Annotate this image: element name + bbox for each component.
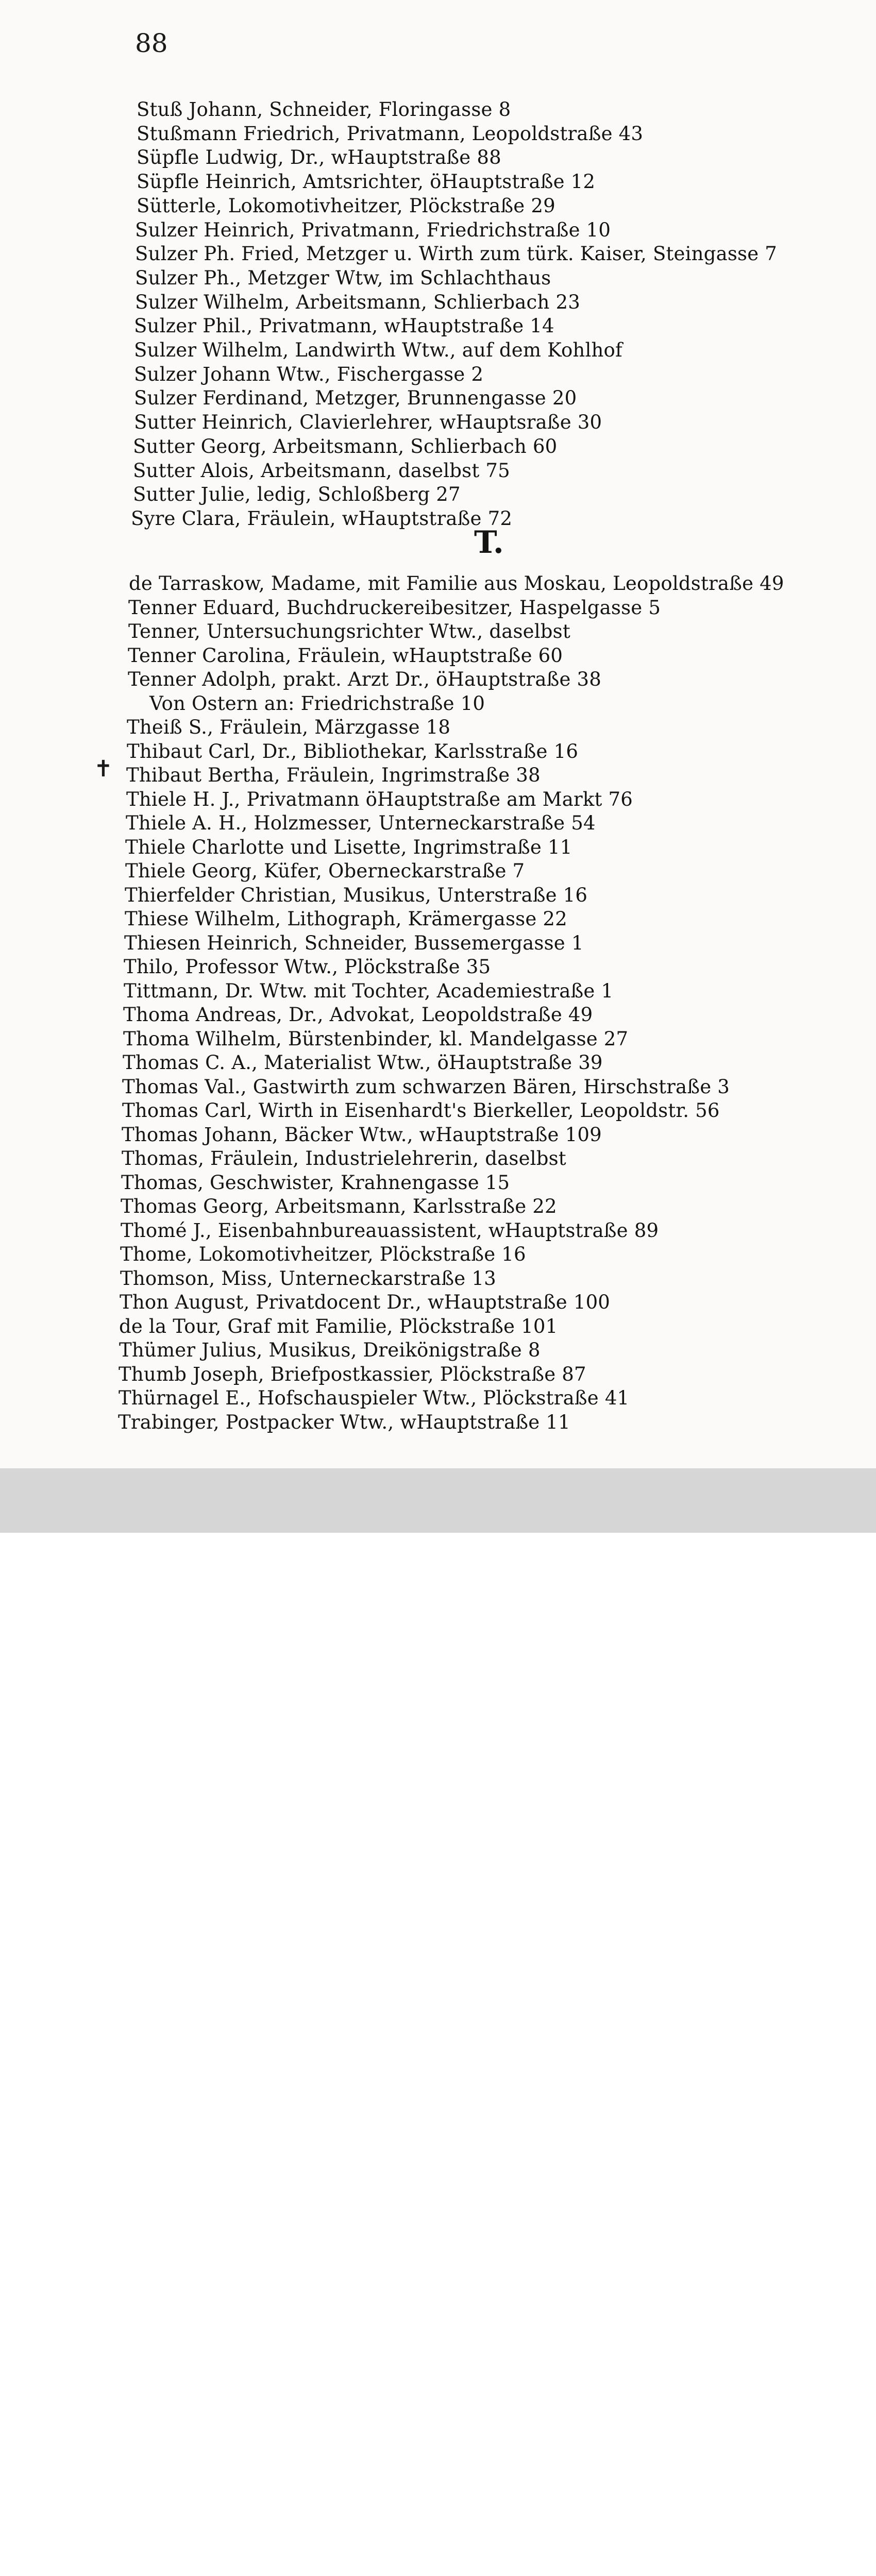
directory-entry: Thomas C. A., Materialist Wtw., öHauptstraße 39 [123,1052,603,1074]
directory-entry: Thomas Johann, Bäcker Wtw., wHauptstraße 109 [122,1123,602,1146]
directory-entry: Thon August, Privatdocent Dr., wHauptstraße 100 [120,1291,611,1313]
directory-entry: de Tarraskow, Madame, mit Familie aus Moskau, Leopoldstraße 49 [129,572,784,595]
deceased-cross-mark: ✝ [94,756,113,782]
directory-entry: Sütterle, Lokomotivheitzer, Plöckstraße 29 [137,194,555,217]
directory-entry: Sulzer Ph., Metzger Wtw, im Schlachthaus [135,266,551,289]
footer-bar [0,1468,876,1533]
directory-entry: Von Ostern an: Friedrichstraße 10 [149,692,485,715]
directory-entry: Thomas Georg, Arbeitsmann, Karlsstraße 22 [121,1195,557,1217]
directory-entry: Thiele A. H., Holzmesser, Unterneckarstraße 54 [126,812,596,834]
directory-entry: Sulzer Ferdinand, Metzger, Brunnengasse 20 [134,387,577,410]
directory-entry: Trabinger, Postpacker Wtw., wHauptstraße 11 [118,1411,570,1433]
directory-entry: Thomas, Fräulein, Industrielehrerin, daselbst [122,1147,566,1170]
directory-entry: Thiele Charlotte und Lisette, Ingrimstraße 11 [125,836,572,858]
directory-entry: Sutter Alois, Arbeitsmann, daselbst 75 [133,459,510,482]
directory-entry: Süpfle Heinrich, Amtsrichter, öHauptstraße 12 [137,171,596,193]
directory-entry: Thome, Lokomotivheitzer, Plöckstraße 16 [120,1243,526,1265]
directory-entry: Tenner, Untersuchungsrichter Wtw., daselbst [128,620,570,642]
directory-entry: Sutter Heinrich, Clavierlehrer, wHauptsraße 30 [134,411,602,434]
directory-entry: Tenner Eduard, Buchdruckereibesitzer, Haspelgasse 5 [128,596,661,619]
directory-entry: Sutter Georg, Arbeitsmann, Schlierbach 60 [133,435,558,457]
directory-entry: Thomas, Geschwister, Krahnengasse 15 [121,1171,510,1194]
directory-entry: Thilo, Professor Wtw., Plöckstraße 35 [124,956,491,978]
directory-entry: Thomson, Miss, Unterneckarstraße 13 [120,1267,496,1290]
directory-entry: Stuß Johann, Schneider, Floringasse 8 [137,98,511,121]
directory-entry: Theiß S., Fräulein, Märzgasse 18 [127,716,451,738]
directory-entry: Sulzer Phil., Privatmann, wHauptstraße 14 [134,315,554,337]
directory-entry: Thomé J., Eisenbahnbureauassistent, wHauptstraße 89 [121,1219,659,1242]
directory-entry: Thiele H. J., Privatmann öHauptstraße am Markt 76 [126,788,633,810]
directory-entry: Thierfelder Christian, Musikus, Unterstraße 16 [125,884,588,906]
directory-entry: Thiesen Heinrich, Schneider, Bussemergasse 1 [124,931,584,954]
directory-entry: Thibaut Carl, Dr., Bibliothekar, Karlsstraße 16 [127,740,579,762]
directory-entry: Thomas Carl, Wirth in Eisenhardt's Bierkeller, Leopoldstr. 56 [122,1099,720,1122]
directory-entry: Sulzer Wilhelm, Landwirth Wtw., auf dem Kohlhof [134,339,622,361]
directory-entry: Thoma Wilhelm, Bürstenbinder, kl. Mandelgasse 27 [123,1027,629,1050]
directory-entry: Thibaut Bertha, Fräulein, Ingrimstraße 38 [126,764,541,786]
directory-entry: Sutter Julie, ledig, Schloßberg 27 [133,483,461,506]
section-heading-t: T. [474,524,504,561]
directory-entry: Thumb Joseph, Briefpostkassier, Plöckstraße 87 [119,1363,586,1385]
directory-entry: Thoma Andreas, Dr., Advokat, Leopoldstraße 49 [123,1004,593,1026]
directory-entry: Syre Clara, Fräulein, wHauptstraße 72 [131,507,513,530]
directory-entry: Thürnagel E., Hofschauspieler Wtw., Plöckstraße 41 [119,1387,630,1409]
directory-entry: Stußmann Friedrich, Privatmann, Leopoldstraße 43 [137,122,644,145]
directory-entry: Tenner Carolina, Fräulein, wHauptstraße 60 [128,644,563,667]
directory-entry: Sulzer Ph. Fried, Metzger u. Wirth zum türk. Kaiser, Steingasse 7 [135,243,778,265]
directory-entry: Thiese Wilhelm, Lithograph, Krämergasse 22 [125,908,567,930]
directory-entry: Sulzer Johann Wtw., Fischergasse 2 [134,363,484,385]
directory-entry: Thümer Julius, Musikus, Dreikönigstraße 8 [119,1339,541,1361]
directory-entry: Sulzer Heinrich, Privatmann, Friedrichstraße 10 [135,218,611,241]
directory-entry: Tenner Adolph, prakt. Arzt Dr., öHauptstraße 38 [128,668,602,690]
directory-entry: Thomas Val., Gastwirth zum schwarzen Bären, Hirschstraße 3 [122,1075,730,1098]
page-number: 88 [135,28,168,58]
directory-entry: de la Tour, Graf mit Familie, Plöckstraße 101 [119,1315,558,1337]
directory-entry: Sulzer Wilhelm, Arbeitsmann, Schlierbach 23 [135,291,580,313]
directory-entry: Thiele Georg, Küfer, Oberneckarstraße 7 [125,860,525,882]
directory-entry: Süpfle Ludwig, Dr., wHauptstraße 88 [137,146,501,169]
directory-entry: Tittmann, Dr. Wtw. mit Tochter, Academiestraße 1 [124,979,614,1002]
